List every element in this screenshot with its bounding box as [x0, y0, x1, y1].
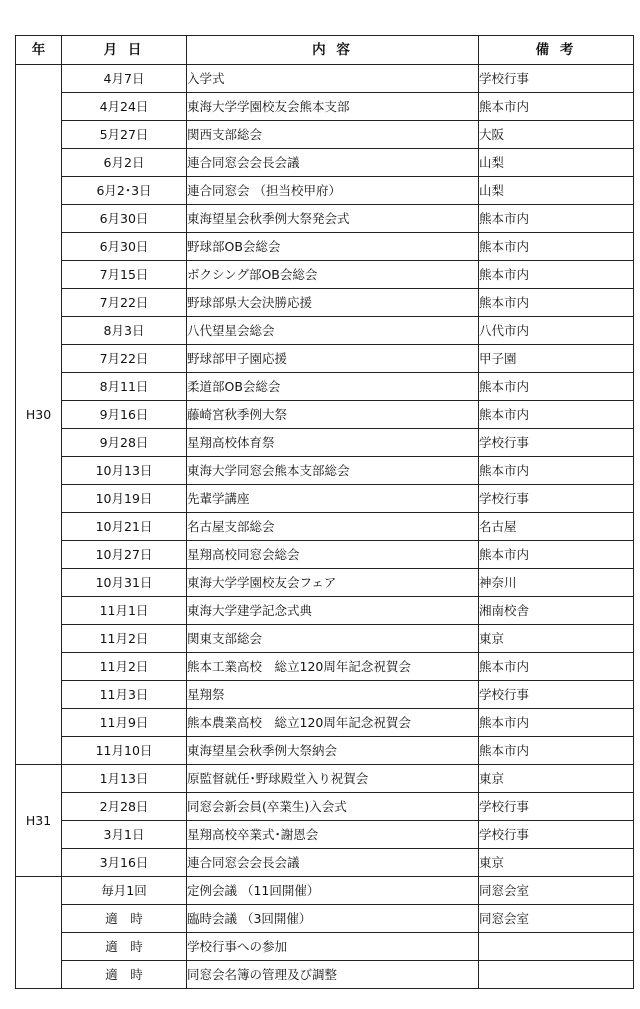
content-cell: 関東支部総会: [187, 625, 479, 653]
date-cell: 6月30日: [62, 205, 187, 233]
date-cell: 適 時: [62, 933, 187, 961]
content-cell: 入学式: [187, 65, 479, 93]
note-cell: 熊本市内: [479, 373, 634, 401]
content-cell: 同窓会名簿の管理及び調整: [187, 961, 479, 989]
note-cell: 熊本市内: [479, 205, 634, 233]
date-cell: 6月30日: [62, 233, 187, 261]
note-cell: 熊本市内: [479, 261, 634, 289]
content-cell: 名古屋支部総会: [187, 513, 479, 541]
table-row: [16, 681, 634, 709]
header-content: 内 容: [187, 36, 479, 65]
content-cell: 先輩学講座: [187, 485, 479, 513]
content-cell: 東海大学建学記念式典: [187, 597, 479, 625]
table-row: [16, 709, 634, 737]
content-cell: 連合同窓会 （担当校甲府）: [187, 177, 479, 205]
header-note: 備 考: [479, 36, 634, 65]
table-row: [16, 793, 634, 821]
date-cell: 7月15日: [62, 261, 187, 289]
content-cell: 同窓会新会員(卒業生)入会式: [187, 793, 479, 821]
note-cell: 学校行事: [479, 65, 634, 93]
note-cell: 熊本市内: [479, 289, 634, 317]
table-row: [16, 877, 634, 905]
content-cell: 藤崎宮秋季例大祭: [187, 401, 479, 429]
note-cell: 東京: [479, 849, 634, 877]
note-cell: 熊本市内: [479, 653, 634, 681]
date-cell: 11月2日: [62, 625, 187, 653]
note-cell: 学校行事: [479, 485, 634, 513]
table-row: [16, 65, 634, 93]
date-cell: 適 時: [62, 961, 187, 989]
content-cell: ボクシング部OB会総会: [187, 261, 479, 289]
date-cell: 2月28日: [62, 793, 187, 821]
date-cell: 毎月1回: [62, 877, 187, 905]
table-row: [16, 513, 634, 541]
content-cell: 東海望星会秋季例大祭発会式: [187, 205, 479, 233]
table-header-row: [16, 36, 634, 65]
content-cell: 東海大学学園校友会熊本支部: [187, 93, 479, 121]
note-cell: 東京: [479, 625, 634, 653]
note-cell: 学校行事: [479, 429, 634, 457]
content-cell: 八代望星会総会: [187, 317, 479, 345]
note-cell: 熊本市内: [479, 541, 634, 569]
table-row: [16, 121, 634, 149]
table-row: [16, 821, 634, 849]
table-row: [16, 205, 634, 233]
year-cell: H30: [16, 65, 62, 765]
table-row: [16, 569, 634, 597]
date-cell: 9月28日: [62, 429, 187, 457]
note-cell: 学校行事: [479, 681, 634, 709]
note-cell: 学校行事: [479, 821, 634, 849]
content-cell: 星翔高校体育祭: [187, 429, 479, 457]
table-row: [16, 597, 634, 625]
table-row: [16, 933, 634, 961]
table-row: [16, 373, 634, 401]
table-body: [16, 65, 634, 989]
note-cell: [479, 933, 634, 961]
date-cell: 7月22日: [62, 289, 187, 317]
date-cell: 11月10日: [62, 737, 187, 765]
content-cell: 臨時会議 （3回開催）: [187, 905, 479, 933]
content-cell: 関西支部総会: [187, 121, 479, 149]
note-cell: 熊本市内: [479, 709, 634, 737]
note-cell: 熊本市内: [479, 401, 634, 429]
date-cell: 5月27日: [62, 121, 187, 149]
table-row: [16, 289, 634, 317]
note-cell: 熊本市内: [479, 233, 634, 261]
date-cell: 1月13日: [62, 765, 187, 793]
date-cell: 11月2日: [62, 653, 187, 681]
note-cell: 甲子園: [479, 345, 634, 373]
table-row: [16, 233, 634, 261]
content-cell: 東海望星会秋季例大祭納会: [187, 737, 479, 765]
header-year: 年: [16, 36, 62, 65]
content-cell: 星翔高校同窓会総会: [187, 541, 479, 569]
content-cell: 定例会議 （11回開催）: [187, 877, 479, 905]
date-cell: 11月1日: [62, 597, 187, 625]
table-row: [16, 961, 634, 989]
date-cell: 8月3日: [62, 317, 187, 345]
date-cell: 11月9日: [62, 709, 187, 737]
date-cell: 4月24日: [62, 93, 187, 121]
table-row: [16, 429, 634, 457]
date-cell: 10月13日: [62, 457, 187, 485]
table-row: [16, 485, 634, 513]
note-cell: 神奈川: [479, 569, 634, 597]
note-cell: 熊本市内: [479, 93, 634, 121]
note-cell: 熊本市内: [479, 457, 634, 485]
note-cell: 東京: [479, 765, 634, 793]
date-cell: 10月31日: [62, 569, 187, 597]
table-row: [16, 345, 634, 373]
date-cell: 7月22日: [62, 345, 187, 373]
note-cell: 八代市内: [479, 317, 634, 345]
date-cell: 6月2日: [62, 149, 187, 177]
note-cell: 山梨: [479, 149, 634, 177]
date-cell: 6月2･3日: [62, 177, 187, 205]
year-cell: H31: [16, 765, 62, 877]
content-cell: 野球部県大会決勝応援: [187, 289, 479, 317]
note-cell: [479, 961, 634, 989]
year-cell: [16, 877, 62, 989]
date-cell: 10月27日: [62, 541, 187, 569]
table-row: [16, 317, 634, 345]
content-cell: 東海大学学園校友会フェア: [187, 569, 479, 597]
date-cell: 3月1日: [62, 821, 187, 849]
content-cell: 熊本農業高校 総立120周年記念祝賀会: [187, 709, 479, 737]
content-cell: 原監督就任･野球殿堂入り祝賀会: [187, 765, 479, 793]
date-cell: 適 時: [62, 905, 187, 933]
table-row: [16, 849, 634, 877]
table-row: [16, 93, 634, 121]
content-cell: 星翔祭: [187, 681, 479, 709]
date-cell: 9月16日: [62, 401, 187, 429]
table-row: [16, 905, 634, 933]
content-cell: 連合同窓会会長会議: [187, 149, 479, 177]
date-cell: 11月3日: [62, 681, 187, 709]
table-row: [16, 177, 634, 205]
content-cell: 柔道部OB会総会: [187, 373, 479, 401]
content-cell: 野球部OB会総会: [187, 233, 479, 261]
content-cell: 学校行事への参加: [187, 933, 479, 961]
content-cell: 東海大学同窓会熊本支部総会: [187, 457, 479, 485]
note-cell: 山梨: [479, 177, 634, 205]
note-cell: 湘南校舎: [479, 597, 634, 625]
note-cell: 学校行事: [479, 793, 634, 821]
table-row: [16, 457, 634, 485]
table-row: [16, 261, 634, 289]
schedule-table: [15, 35, 634, 989]
date-cell: 3月16日: [62, 849, 187, 877]
note-cell: 名古屋: [479, 513, 634, 541]
content-cell: 連合同窓会会長会議: [187, 849, 479, 877]
table-row: [16, 401, 634, 429]
content-cell: 星翔高校卒業式･謝恩会: [187, 821, 479, 849]
table-row: [16, 149, 634, 177]
date-cell: 4月7日: [62, 65, 187, 93]
table-row: [16, 625, 634, 653]
table-row: [16, 653, 634, 681]
content-cell: 野球部甲子園応援: [187, 345, 479, 373]
header-date: 月 日: [62, 36, 187, 65]
date-cell: 10月19日: [62, 485, 187, 513]
date-cell: 10月21日: [62, 513, 187, 541]
note-cell: 同窓会室: [479, 877, 634, 905]
table-row: [16, 737, 634, 765]
note-cell: 同窓会室: [479, 905, 634, 933]
note-cell: 熊本市内: [479, 737, 634, 765]
table-row: [16, 541, 634, 569]
date-cell: 8月11日: [62, 373, 187, 401]
content-cell: 熊本工業高校 総立120周年記念祝賀会: [187, 653, 479, 681]
table-row: [16, 765, 634, 793]
note-cell: 大阪: [479, 121, 634, 149]
